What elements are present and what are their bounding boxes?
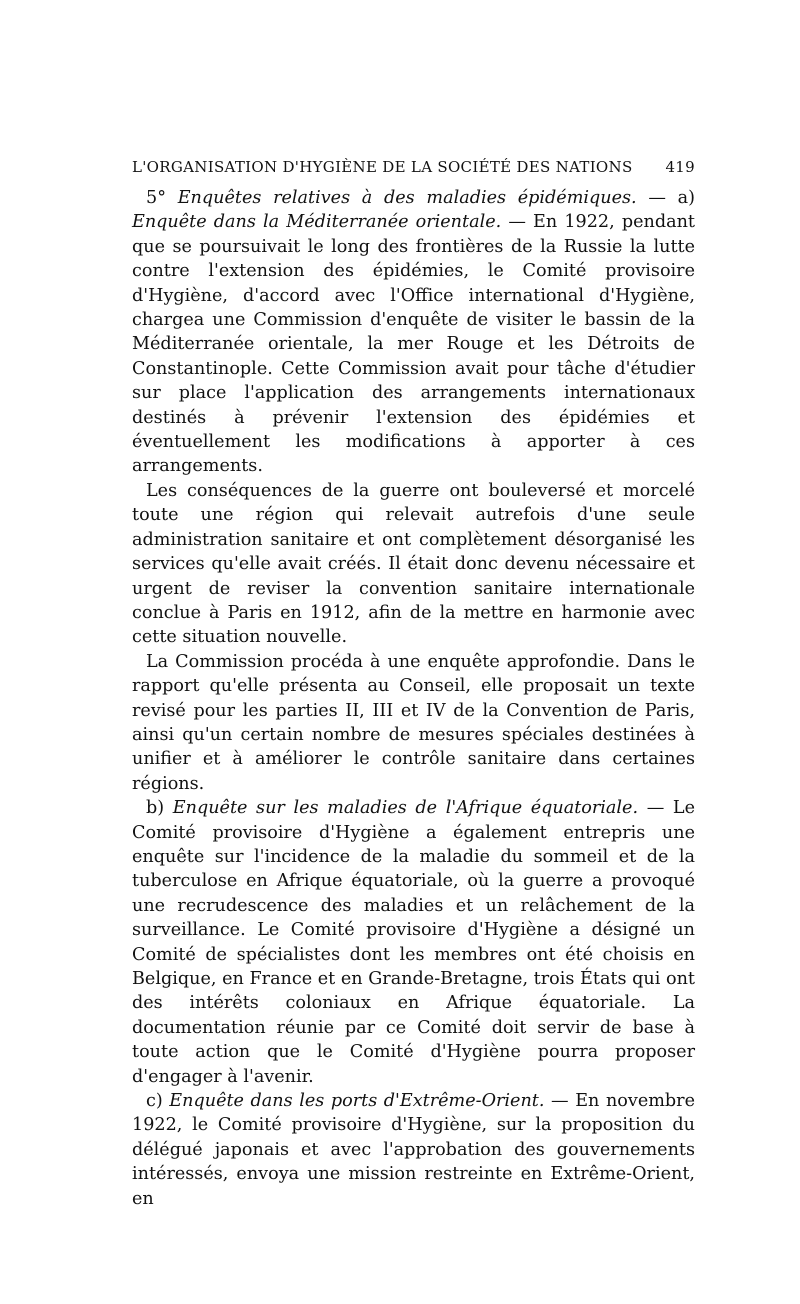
running-header bbox=[132, 158, 695, 176]
paragraph-far-east-ports bbox=[132, 1089, 695, 1211]
body-text bbox=[132, 186, 695, 1211]
book-page bbox=[132, 158, 695, 1211]
page-number: 419 bbox=[665, 158, 695, 176]
paragraph-text: Les conséquences de la guerre ont bouleversé et morcelé toute une région qui relevait autrefois d'une seule administration sanitaire et ont complètement désorganisé les services qu'elle avait créés. Il était donc devenu nécessaire et urgent de reviser la convention sanitaire internationale conclue à Paris en 1912, afin de la mettre en harmonie avec cette situation nouvelle. bbox=[132, 480, 695, 648]
paragraph-text: — Le Comité provisoire d'Hygiène a également entrepris une enquête sur l'incidence de la maladie du sommeil et de la tuberculose en Afrique équatoriale, où la guerre a provoqué une recrudescence des maladies et un relâchement de la surveillance. Le Comité provisoire d'Hygiène a désigné un Comité de spécialistes dont les membres ont été choisis en Belgique, en France et en Grande-Bretagne, trois États qui ont des intérêts coloniaux en Afrique équatoriale. La documentation réunie par ce Comité doit servir de base à toute action que le Comité d'Hygiène pourra proposer d'engager à l'avenir. bbox=[132, 798, 696, 1087]
paragraph-war-consequences bbox=[132, 479, 695, 650]
paragraph-text: — En 1922, pendant que se poursuivait le long des frontières de la Russie la lutte contre l'extension des épidémies, le Comité provisoire d'Hygiène, d'accord avec l'Office international d'Hygiène, chargea une Commission d'enquête de visiter le bassin de la Méditerranée orientale, la mer Rouge et les Détroits de Constantinople. Cette Commission avait pour tâche d'étudier sur place l'application des arrangements internationaux destinés à prévenir l'extension des épidémies et éventuellement les modifications à apporter à ces arrangements. bbox=[132, 212, 695, 477]
paragraph-text: — En novembre 1922, le Comité provisoire d'Hygiène, sur la proposition du délégué japonais et avec l'approbation des gouvernements intéressés, envoya une mission restreinte en Extrême-Orient, en bbox=[132, 1091, 695, 1209]
subsection-marker: b) bbox=[146, 798, 173, 819]
subsection-marker: c) bbox=[146, 1091, 170, 1112]
running-title: L'ORGANISATION D'HYGIÈNE DE LA SOCIÉTÉ DES NATIONS bbox=[132, 158, 633, 176]
paragraph-commission-report bbox=[132, 650, 695, 796]
paragraph-epidemic-enquiries bbox=[132, 186, 695, 479]
subsection-heading: Enquête dans les ports d'Extrême-Orient. bbox=[169, 1091, 545, 1112]
subsection-marker: — a) bbox=[636, 188, 695, 208]
paragraph-text: La Commission procéda à une enquête approfondie. Dans le rapport qu'elle présenta au Conseil, elle proposait un texte revisé pour les parties II, III et IV de la Convention de Paris, ainsi qu'un certain nombre de mesures spéciales destinées à unifier et à améliorer le contrôle sanitaire dans certaines régions. bbox=[132, 651, 695, 794]
subsection-heading: Enquête sur les maladies de l'Afrique équatoriale. bbox=[172, 798, 639, 819]
section-heading: Enquêtes relatives à des maladies épidémiques. bbox=[177, 188, 637, 208]
subsection-heading: Enquête dans la Méditerranée orientale. bbox=[132, 212, 502, 233]
section-number: 5° bbox=[146, 188, 178, 208]
paragraph-equatorial-africa bbox=[132, 796, 695, 1089]
